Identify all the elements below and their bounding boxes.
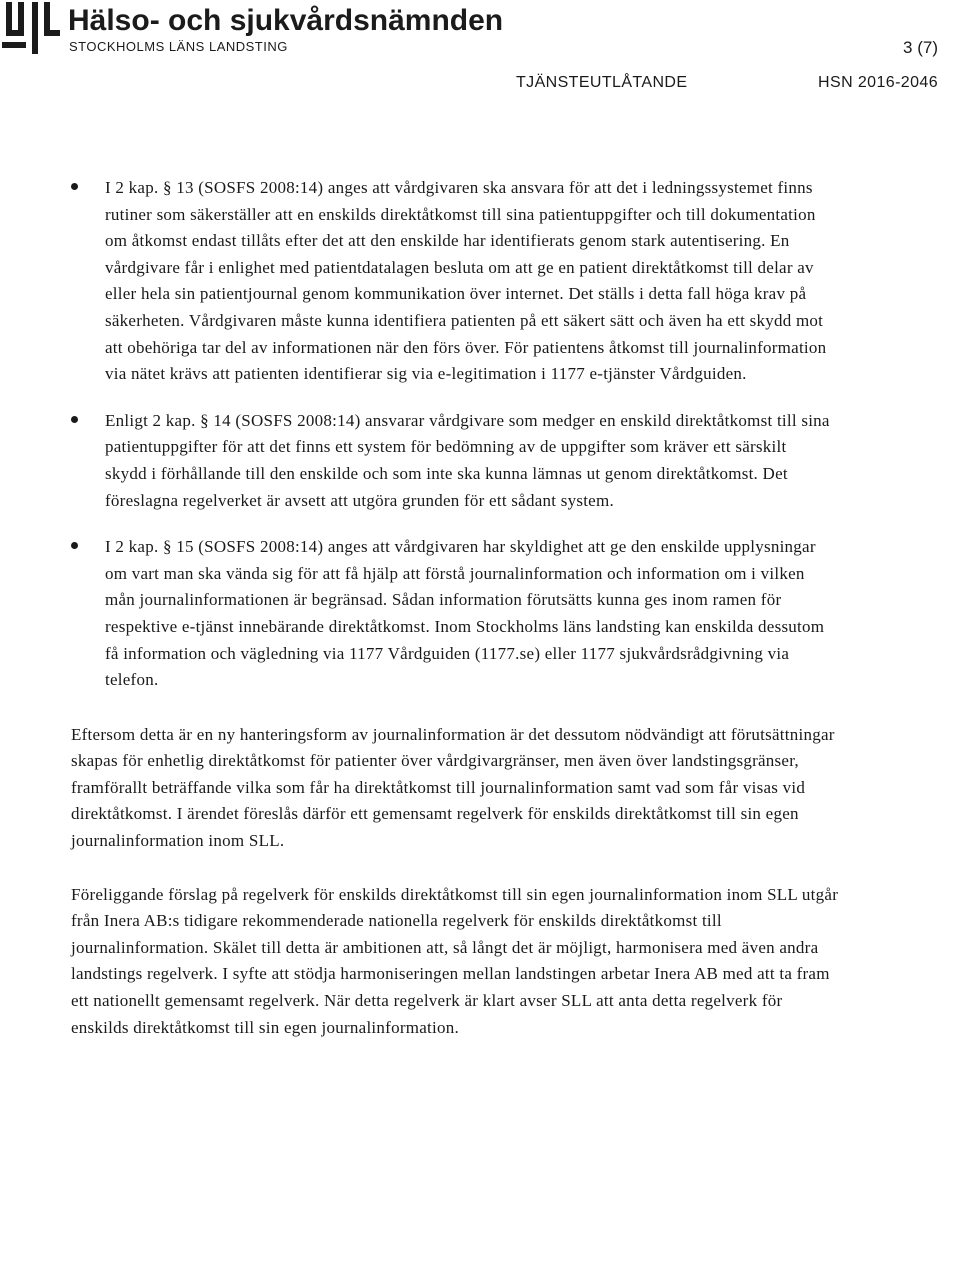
bullet-icon — [71, 183, 78, 190]
bullet-text: I 2 kap. § 15 (SOSFS 2008:14) anges att vårdgivaren har skyldighet att ge den enskilde upplysningar om vart man ska vända sig för att få hjälp att förstå journalinformation och information om i vilken mån journalinformationen är begränsad. Sådan information förutsätts kunna ges inom ramen för respektive e-tjänst innebärande direktåtkomst. Inom Stockholms läns landsting kan enskilda dessutom få information och vägledning via 1177 Vårdguiden (1177.se) eller 1177 sjukvårdsrådgivning via telefon. — [105, 537, 825, 690]
bullet-icon — [71, 542, 78, 549]
bullet-list — [0, 175, 960, 694]
document-number: HSN 2016-2046 — [818, 74, 938, 91]
organization-subtitle: STOCKHOLMS LÄNS LANDSTING — [69, 39, 288, 54]
list-item — [0, 408, 830, 514]
page-number: 3 (7) — [903, 38, 938, 57]
list-item — [0, 175, 830, 388]
list-item — [0, 534, 830, 694]
organization-name: Hälso- och sjukvårdsnämnden — [68, 4, 504, 37]
county-council-logo-mark-icon — [2, 2, 60, 54]
body-paragraph: Föreliggande förslag på regelverk för enskilds direktåtkomst till sin egen journalinformation inom SLL utgår från Inera AB:s tidigare rekommenderade nationella regelverk för enskilds direktåtkomst till journalinformation. Skälet till detta är ambitionen att, så långt det är möjligt, harmonisera med även andra landstings regelverk. I syfte att stödja harmoniseringen mellan landstingen arbetar Inera AB med att ta fram ett nationellt gemensamt regelverk. När detta regelverk är klart avser SLL att anta detta regelverk för enskilds direktåtkomst till sin egen journalinformation. — [71, 884, 839, 1037]
document-type: TJÄNSTEUTLÅTANDE — [516, 74, 688, 91]
document-body — [0, 175, 960, 1068]
bullet-icon — [71, 416, 78, 423]
bullet-text: Enligt 2 kap. § 14 (SOSFS 2008:14) ansvarar vårdgivare som medger en enskild direktåtkomst till sina patientuppgifter för att det finns ett system för bedömning av de uppgifter som kräver ett särskilt skydd i förhållande till den enskilde och som inte ska kunna lämnas ut genom direktåtkomst. Det föreslagna regelverket är avsett att utgöra grunden för ett sådant system. — [105, 410, 830, 510]
organization-logo — [2, 2, 504, 62]
body-paragraph: Eftersom detta är en ny hanteringsform av journalinformation är det dessutom nödvändigt att förutsättningar skapas för enhetlig direktåtkomst för patienter över vårdgivargränser, men även över landstingsgränser, framförallt beträffande vilka som får ha direktåtkomst till journalinformation samt vad som får visas vid direktåtkomst. I ärendet föreslås därför ett gemensamt regelverk för enskilds direktåtkomst till sin egen journalinformation inom SLL. — [71, 724, 835, 851]
bullet-text: I 2 kap. § 13 (SOSFS 2008:14) anges att vårdgivaren ska ansvara för att det i ledningssystemet finns rutiner som säkerställer att en enskilds direktåtkomst till sina patientuppgifter och till dokumentation om åtkomst endast tillåts efter det att den enskilde har identifierats genom stark autentisering. En vårdgivare får i enlighet med patientdatalagen besluta om att ge en patient direktåtkomst till delar av eller hela sin patientjournal genom kommunikation över internet. Det ställs i detta fall höga krav på säkerheten. Vårdgivaren måste kunna identifiera patienten på ett säkert sätt och även ha ett skydd mot att obehöriga tar del av informationen när den förs över. För patientens åtkomst till journalinformation via nätet krävs att patienten identifierar sig via e-legitimation i 1177 e-tjänster Vårdguiden. — [105, 178, 827, 384]
